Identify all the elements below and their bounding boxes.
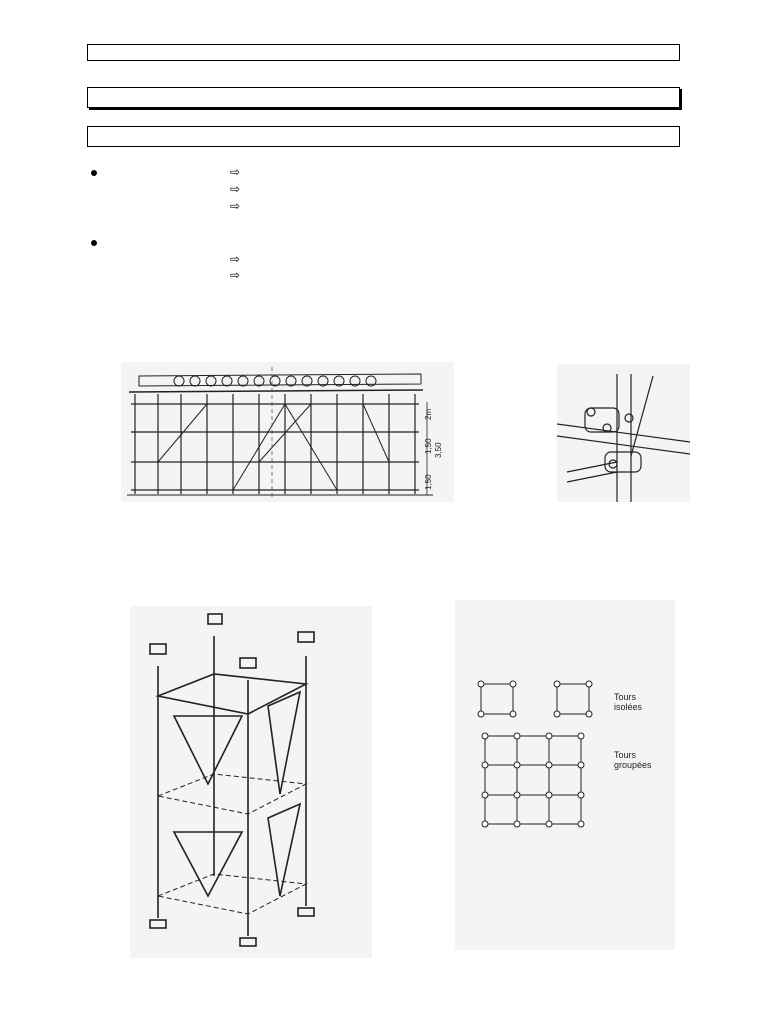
- scaffold-elevation-figure: [121, 362, 454, 502]
- document-header-box: [87, 44, 680, 61]
- open-arrow-right-icon: ⇨: [230, 182, 241, 196]
- scaffold-tower-drawing: [130, 606, 372, 958]
- grouped-towers-label: Tours: [614, 750, 637, 760]
- open-arrow-right-icon: ⇨: [230, 165, 241, 179]
- open-arrow-right-icon: ⇨: [230, 252, 241, 266]
- scaffold-elevation-drawing: [121, 362, 454, 502]
- subsection-title-box: [87, 126, 680, 147]
- open-arrow-right-icon: ⇨: [230, 268, 241, 282]
- section-title-box: [87, 87, 680, 108]
- dimension-label: 3,50: [434, 442, 443, 458]
- isolated-towers-label: isolées: [614, 702, 643, 712]
- bullet-icon: [91, 170, 97, 176]
- dimension-label: 2m: [424, 408, 433, 420]
- coupler-detail-drawing: [557, 364, 690, 502]
- bullet-icon: [91, 240, 97, 246]
- dimension-label: 1,50: [424, 438, 433, 454]
- coupler-detail-figure: [557, 364, 690, 502]
- tower-plan-drawing: [455, 600, 675, 950]
- tower-plan-figure: [455, 600, 675, 950]
- isolated-towers-label: Tours: [614, 692, 637, 702]
- open-arrow-right-icon: ⇨: [230, 199, 241, 213]
- grouped-towers-label: groupées: [614, 760, 652, 770]
- scaffold-tower-figure: [130, 606, 372, 958]
- dimension-label: 1,50: [424, 474, 433, 490]
